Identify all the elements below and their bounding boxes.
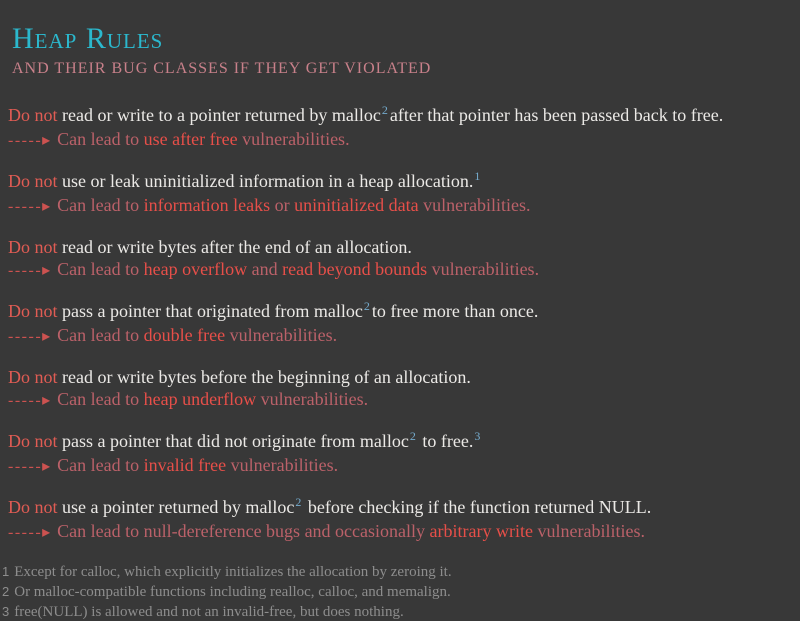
consequence-text: vulnerabilities. — [418, 195, 531, 215]
bug-class-highlight: double free — [143, 325, 226, 345]
dashed-arrow-icon: -----▸ — [8, 458, 58, 475]
rules-list — [8, 104, 800, 544]
rule-text: read or write to a pointer returned by malloc — [62, 105, 381, 125]
rule-consequence — [8, 388, 800, 412]
consequence-text: Can lead to — [57, 259, 144, 279]
rule-text: use or leak uninitialized information in a heap allocation. — [62, 171, 474, 191]
footnote-marker: 1 — [2, 564, 10, 579]
bug-class-highlight: uninitialized data — [294, 195, 419, 215]
bug-class-highlight: heap underflow — [143, 389, 257, 409]
consequence-text: or — [270, 195, 295, 215]
rule-statement — [8, 430, 800, 454]
footnote-text: Except for calloc, which explicitly initializes the allocation by zeroing it. — [14, 564, 452, 580]
rule-text: before checking if the function returned NULL. — [303, 497, 652, 517]
rule-statement — [8, 496, 800, 520]
footnote-item — [2, 562, 800, 582]
consequence-text: vulnerabilities. — [427, 259, 540, 279]
rule-item — [8, 496, 800, 544]
consequence-text: Can lead to null-dereference bugs and occasionally — [57, 521, 430, 541]
do-not-label: Do not — [8, 367, 62, 387]
do-not-label: Do not — [8, 171, 62, 191]
rule-item — [8, 170, 800, 218]
rule-text: pass a pointer that did not originate from malloc — [62, 431, 409, 451]
do-not-label: Do not — [8, 431, 62, 451]
footnote-ref: 2 — [409, 429, 416, 443]
rule-item — [8, 366, 800, 412]
consequence-text: vulnerabilities. — [532, 521, 645, 541]
consequence-text: Can lead to — [57, 325, 144, 345]
footnote-ref: 1 — [474, 169, 481, 183]
consequence-text: Can lead to — [57, 129, 144, 149]
bug-class-highlight: heap overflow — [143, 259, 248, 279]
footnote-text: Or malloc-compatible functions including realloc, calloc, and memalign. — [14, 584, 451, 600]
rule-text: use a pointer returned by malloc — [62, 497, 295, 517]
do-not-label: Do not — [8, 301, 62, 321]
do-not-label: Do not — [8, 105, 62, 125]
rule-text: to free more than once. — [371, 301, 539, 321]
rule-text: to free. — [417, 431, 474, 451]
rule-statement — [8, 366, 800, 388]
page-title: Heap Rules — [12, 22, 164, 55]
rule-consequence — [8, 454, 800, 478]
consequence-text: vulnerabilities. — [226, 455, 339, 475]
dashed-arrow-icon: -----▸ — [8, 524, 58, 541]
dashed-arrow-icon: -----▸ — [8, 328, 58, 345]
rule-item — [8, 236, 800, 282]
consequence-text: Can lead to — [57, 195, 144, 215]
rule-item — [8, 104, 800, 152]
consequence-text: Can lead to — [57, 455, 144, 475]
consequence-text: and — [247, 259, 283, 279]
consequence-text: vulnerabilities. — [256, 389, 369, 409]
rule-consequence — [8, 128, 800, 152]
footnote-marker: 2 — [2, 584, 10, 599]
rule-text: read or write bytes after the end of an allocation. — [62, 237, 412, 257]
page-subtitle: AND THEIR BUG CLASSES IF THEY GET VIOLATED — [12, 60, 432, 77]
footnote-item — [2, 602, 800, 621]
rule-consequence — [8, 520, 800, 544]
dashed-arrow-icon: -----▸ — [8, 392, 58, 409]
footnote-text: free(NULL) is allowed and not an invalid-free, but does nothing. — [14, 604, 404, 620]
footnote-ref: 2 — [381, 103, 388, 117]
bug-class-highlight: read beyond bounds — [282, 259, 428, 279]
dashed-arrow-icon: -----▸ — [8, 198, 58, 215]
footnote-item — [2, 582, 800, 602]
consequence-text: vulnerabilities. — [237, 129, 350, 149]
rule-consequence — [8, 194, 800, 218]
footnote-ref: 2 — [363, 299, 370, 313]
footnotes-list — [2, 562, 800, 621]
do-not-label: Do not — [8, 237, 62, 257]
rule-item — [8, 300, 800, 348]
bug-class-highlight: invalid free — [143, 455, 227, 475]
rule-statement — [8, 170, 800, 194]
dashed-arrow-icon: -----▸ — [8, 132, 58, 149]
footnote-ref: 2 — [295, 495, 302, 509]
bug-class-highlight: arbitrary write — [429, 521, 533, 541]
footnote-marker: 3 — [2, 604, 10, 619]
consequence-text: vulnerabilities. — [225, 325, 338, 345]
rule-text: after that pointer has been passed back to free. — [389, 105, 724, 125]
dashed-arrow-icon: -----▸ — [8, 262, 58, 279]
rule-statement — [8, 104, 800, 128]
rule-item — [8, 430, 800, 478]
bug-class-highlight: information leaks — [143, 195, 271, 215]
footnote-ref: 3 — [474, 429, 481, 443]
rule-text: pass a pointer that originated from malloc — [62, 301, 363, 321]
rule-text: read or write bytes before the beginning of an allocation. — [62, 367, 471, 387]
rule-statement — [8, 236, 800, 258]
rule-consequence — [8, 258, 800, 282]
rule-consequence — [8, 324, 800, 348]
bug-class-highlight: use after free — [143, 129, 238, 149]
do-not-label: Do not — [8, 497, 62, 517]
consequence-text: Can lead to — [57, 389, 144, 409]
rule-statement — [8, 300, 800, 324]
